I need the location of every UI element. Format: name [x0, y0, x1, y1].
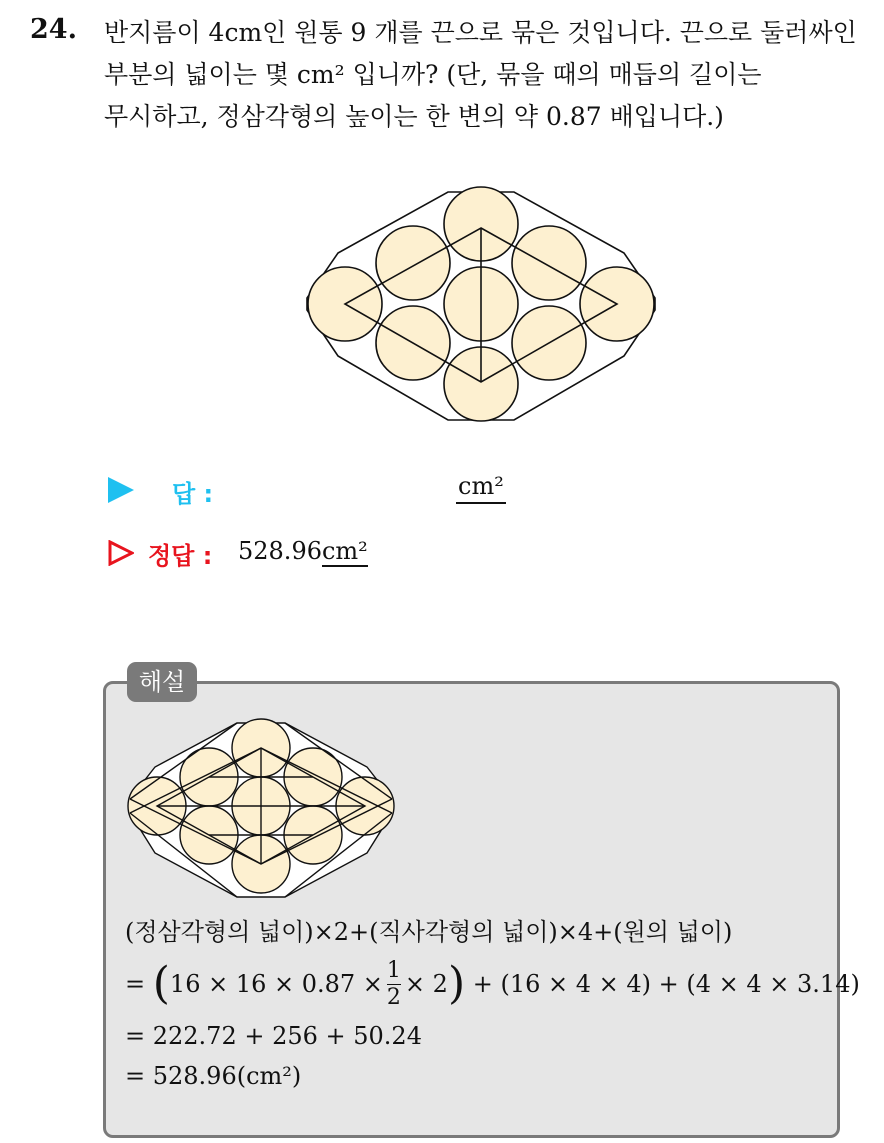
- fraction-denominator: 2: [386, 984, 401, 1010]
- correct-value: 528.96: [238, 537, 322, 565]
- answer-unit: cm²: [456, 470, 506, 504]
- fraction: [387, 958, 401, 1011]
- expr-part-b: × 2: [404, 970, 448, 998]
- solution-line-1: (정삼각형의 넓이)×2+(직사각형의 넓이)×4+(원의 넓이): [125, 918, 733, 946]
- question-line-1: 반지름이 4cm인 원통 9 개를 끈으로 묶은 것입니다. 끈으로 둘러싸인: [104, 18, 857, 47]
- correct-unit: cm²: [321, 537, 368, 565]
- solution-line-4: = 528.96(cm²): [125, 1062, 302, 1090]
- question-line-2: 부분의 넓이는 몇 cm² 입니까? (단, 묶을 때의 매듭의 길이는: [104, 60, 762, 89]
- correct-answer-value: [238, 534, 368, 568]
- solution-figure: [120, 715, 400, 905]
- solution-line-2: = ( 16 × 16 × 0.87 × $\frac{1}{2}$ × 2 ) + (16 × 4 × 4) + (4 × 4 × 3.14): [125, 957, 860, 1010]
- solution-tab: 해설: [127, 662, 197, 702]
- solution-text: [125, 912, 860, 1096]
- question-line-3: 무시하고, 정삼각형의 높이는 한 변의 약 0.87 배입니다.): [104, 102, 724, 131]
- expr-rest: + (16 × 4 × 4) + (4 × 4 × 3.14): [472, 970, 860, 998]
- circle: [512, 226, 586, 300]
- outline-triangle-icon: [108, 540, 134, 566]
- correct-answer-label: 정답 :: [148, 542, 213, 570]
- solution-line-3: = 222.72 + 256 + 50.24: [125, 1022, 422, 1050]
- answer-label: 답 :: [172, 480, 214, 508]
- play-triangle-icon: [108, 477, 134, 503]
- equals-sign: =: [125, 970, 146, 998]
- circle: [376, 226, 450, 300]
- answer-row: [108, 470, 504, 510]
- question-text: [104, 12, 864, 138]
- question-number: 24.: [30, 14, 77, 45]
- fraction-numerator: 1: [386, 957, 401, 983]
- expr-part-a: 16 × 16 × 0.87 ×: [169, 970, 383, 998]
- cylinder-bundle-figure: [290, 180, 670, 440]
